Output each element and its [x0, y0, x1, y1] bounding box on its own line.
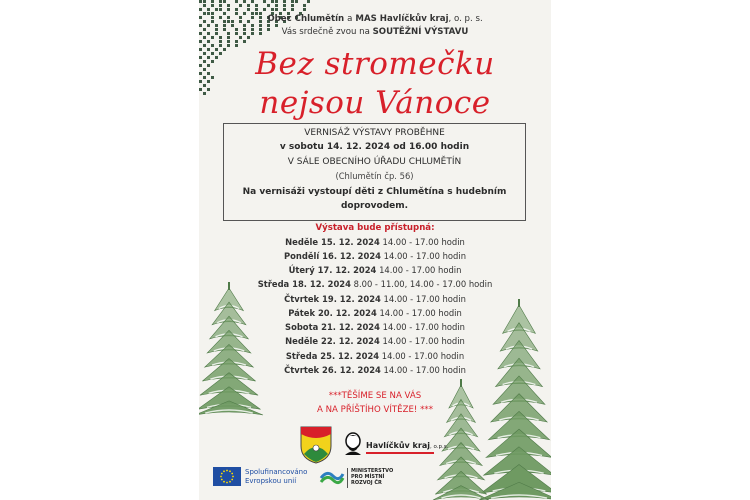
- invite-prefix: Vás srdečně zvou na: [281, 27, 370, 37]
- closing-line-2: A NA PŘÍŠTÍHO VÍTĚZE! ***: [316, 405, 433, 415]
- mmr-divider: [347, 468, 348, 488]
- invitation-poster: [199, 0, 551, 500]
- schedule-row: Středa 25. 12. 2024 14.00 - 17.00 hodin: [285, 351, 465, 361]
- title-line-2: nejsou Vánoce: [259, 85, 491, 121]
- schedule-title: Výstava bude přístupná:: [315, 223, 435, 233]
- vernissage-line-5: Na vernisáži vystoupí děti z Chlumětína s hudebním: [242, 187, 507, 197]
- mas-logo-text: Havlíčkův kraj, o.p.s.: [366, 441, 449, 450]
- schedule-row: Čtvrtek 19. 12. 2024 14.00 - 17.00 hodin: [284, 294, 466, 304]
- org-and: a: [347, 14, 353, 24]
- schedule-row: Neděle 22. 12. 2024 14.00 - 17.00 hodin: [285, 336, 465, 346]
- vernissage-line-4: (Chlumětín čp. 56): [335, 171, 414, 181]
- mas-logo-underline: [366, 452, 434, 454]
- schedule-row: Neděle 15. 12. 2024 14.00 - 17.00 hodin: [285, 237, 465, 247]
- havlicek-portrait-icon: [342, 431, 364, 455]
- title-line-1: Bez stromečku: [255, 46, 495, 82]
- schedule-row: Pátek 20. 12. 2024 14.00 - 17.00 hodin: [288, 308, 462, 318]
- schedule-row: Čtvrtek 26. 12. 2024 14.00 - 17.00 hodin: [284, 365, 466, 375]
- vernissage-line-2: v sobotu 14. 12. 2024 od 16.00 hodin: [279, 142, 470, 152]
- schedule-row: Sobota 21. 12. 2024 14.00 - 17.00 hodin: [285, 322, 465, 332]
- org-suffix: , o. p. s.: [448, 14, 483, 24]
- eu-flag-icon: [213, 467, 241, 486]
- mmr-logo-icon: [319, 468, 345, 486]
- christmas-trees-decoration: [199, 0, 551, 500]
- closing-line-1: ***TĚŠÍME SE NA VÁS: [328, 391, 422, 401]
- schedule-row: Pondělí 16. 12. 2024 14.00 - 17.00 hodin: [283, 251, 466, 261]
- schedule-row: Úterý 17. 12. 2024 14.00 - 17.00 hodin: [288, 265, 462, 275]
- vernissage-line-3: V SÁLE OBECNÍHO ÚŘADU CHLUMĚTÍN: [287, 157, 462, 167]
- org-part1: Obec Chlumětín: [267, 14, 345, 24]
- mmr-text: MINISTERSTVO PRO MÍSTNÍ ROZVOJ ČR: [351, 468, 394, 487]
- invite-highlight: SOUTĚŽNÍ VÝSTAVU: [372, 27, 469, 37]
- coat-of-arms-icon: [300, 426, 332, 464]
- schedule-row: Středa 18. 12. 2024 8.00 - 11.00, 14.00 - 17.00 hodin: [257, 279, 493, 289]
- org-part2: MAS Havlíčkův kraj: [355, 14, 449, 24]
- vernissage-line-1: VERNISÁŽ VÝSTAVY PROBĚHNE: [304, 128, 445, 138]
- eu-text: Spolufinancováno Evropskou unií: [245, 468, 308, 485]
- vernissage-line-6: doprovodem.: [340, 201, 409, 211]
